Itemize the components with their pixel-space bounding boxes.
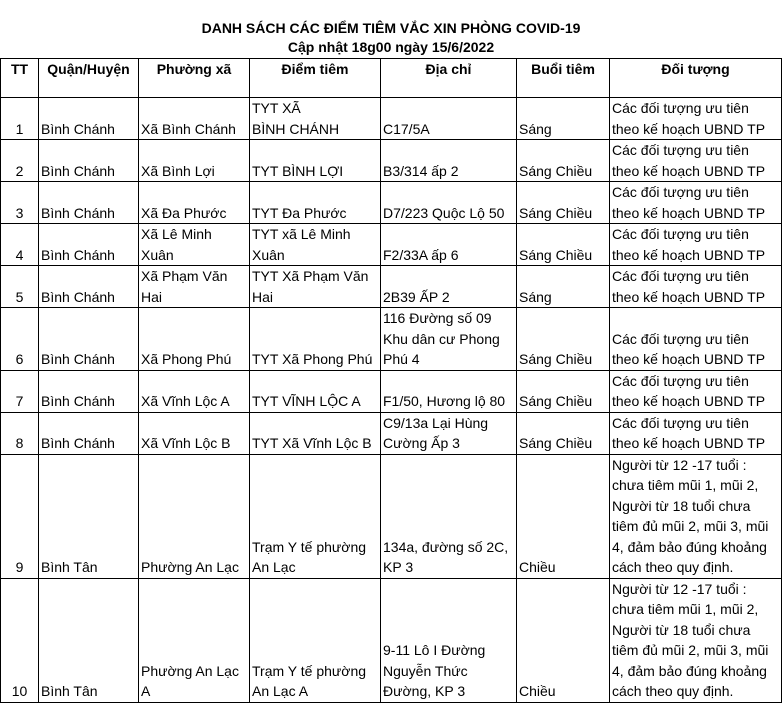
cell-session: Sáng [517,266,610,308]
table-row [1,454,782,578]
cell-site: TYT VĨNH LỘC A [250,370,381,412]
cell-tt: 4 [1,224,39,266]
cell-tt: 3 [1,182,39,224]
document-title: DANH SÁCH CÁC ĐIỂM TIÊM VẮC XIN PHÒNG COVID-19 [201,20,581,36]
cell-address: C9/13a Lại Hùng Cường Ấp 3 [381,412,517,454]
cell-site: TYT Đa Phước [250,182,381,224]
table-row [1,224,782,266]
col-header-site: Điểm tiêm [250,59,381,98]
cell-ward: Xã Vĩnh Lộc B [139,412,250,454]
cell-district: Bình Chánh [39,182,139,224]
cell-target: Người từ 12 -17 tuổi : chưa tiêm mũi 1, mũi 2, Người từ 18 tuổi chưa tiêm đủ mũi 2, mũi 3, mũi 4, đảm bảo đúng khoảng cách theo quy định. [610,454,782,578]
col-header-tt: TT [1,59,39,98]
cell-ward: Phường An Lạc A [139,578,250,702]
col-header-target: Đối tượng [610,59,782,98]
cell-target: Các đối tượng ưu tiên theo kế hoạch UBND TP [610,370,782,412]
cell-site: TYT XÃ BÌNH CHÁNH [250,98,381,140]
col-header-address: Địa chỉ [381,59,517,98]
cell-ward: Xã Vĩnh Lộc A [139,370,250,412]
cell-site: TYT Xã Vĩnh Lộc B [250,412,381,454]
cell-target: Các đối tượng ưu tiên theo kế hoạch UBND TP [610,412,782,454]
cell-target: Các đối tượng ưu tiên theo kế hoạch UBND TP [610,98,782,140]
cell-district: Bình Tân [39,454,139,578]
cell-district: Bình Chánh [39,370,139,412]
cell-target: Các đối tượng ưu tiên theo kế hoạch UBND TP [610,224,782,266]
table-row [1,578,782,702]
cell-address: C17/5A [381,98,517,140]
cell-ward: Xã Phong Phú [139,308,250,371]
cell-site: TYT Xã Phạm Văn Hai [250,266,381,308]
cell-address: B3/314 ấp 2 [381,140,517,182]
cell-ward: Xã Bình Lợi [139,140,250,182]
cell-site: TYT Xã Phong Phú [250,308,381,371]
cell-session: Sáng [517,98,610,140]
cell-session: Sáng Chiều [517,370,610,412]
cell-session: Chiều [517,454,610,578]
cell-ward: Xã Lê Minh Xuân [139,224,250,266]
cell-tt: 9 [1,454,39,578]
cell-district: Bình Chánh [39,140,139,182]
table-row [1,370,782,412]
cell-site: TYT BÌNH LỢI [250,140,381,182]
cell-district: Bình Chánh [39,224,139,266]
cell-address: F1/50, Hương lộ 80 [381,370,517,412]
table-row [1,412,782,454]
cell-tt: 1 [1,98,39,140]
cell-ward: Xã Đa Phước [139,182,250,224]
cell-tt: 6 [1,308,39,371]
cell-session: Sáng Chiều [517,182,610,224]
cell-district: Bình Chánh [39,98,139,140]
cell-site: TYT xã Lê Minh Xuân [250,224,381,266]
col-header-session: Buổi tiêm [517,59,610,98]
cell-address: 9-11 Lô I Đường Nguyễn Thức Đường, KP 3 [381,578,517,702]
table-row [1,308,782,371]
cell-target: Người từ 12 -17 tuổi : chưa tiêm mũi 1, mũi 2, Người từ 18 tuổi chưa tiêm đủ mũi 2, mũi 3, mũi 4, đảm bảo đúng khoảng cách theo quy định. [610,578,782,702]
cell-target: Các đối tượng ưu tiên theo kế hoạch UBND TP [610,140,782,182]
cell-tt: 7 [1,370,39,412]
cell-ward: Xã Phạm Văn Hai [139,266,250,308]
vaccination-sites-table [0,58,782,703]
cell-target: Các đối tượng ưu tiên theo kế hoạch UBND TP [610,266,782,308]
cell-district: Bình Tân [39,578,139,702]
table-header-row [1,59,782,98]
table-row [1,266,782,308]
cell-tt: 10 [1,578,39,702]
cell-session: Sáng Chiều [517,412,610,454]
cell-target: Các đối tượng ưu tiên theo kế hoạch UBND TP [610,308,782,371]
cell-district: Bình Chánh [39,412,139,454]
cell-address: 2B39 ẤP 2 [381,266,517,308]
cell-address: 116 Đường số 09 Khu dân cư Phong Phú 4 [381,308,517,371]
cell-address: D7/223 Quộc Lộ 50 [381,182,517,224]
cell-tt: 5 [1,266,39,308]
cell-session: Sáng Chiều [517,308,610,371]
table-body [1,98,782,703]
cell-session: Sáng Chiều [517,140,610,182]
cell-tt: 8 [1,412,39,454]
cell-address: F2/33A ấp 6 [381,224,517,266]
cell-district: Bình Chánh [39,308,139,371]
cell-target: Các đối tượng ưu tiên theo kế hoạch UBND TP [610,182,782,224]
cell-site: Trạm Y tế phường An Lạc [250,454,381,578]
col-header-district: Quận/Huyện [39,59,139,98]
document-subtitle: Cập nhật 18g00 ngày 15/6/2022 [287,39,495,55]
cell-address: 134a, đường số 2C, KP 3 [381,454,517,578]
cell-tt: 2 [1,140,39,182]
cell-site: Trạm Y tế phường An Lạc A [250,578,381,702]
table-row [1,98,782,140]
cell-ward: Xã Bình Chánh [139,98,250,140]
cell-session: Chiều [517,578,610,702]
table-row [1,182,782,224]
cell-ward: Phường An Lạc [139,454,250,578]
cell-session: Sáng Chiều [517,224,610,266]
cell-district: Bình Chánh [39,266,139,308]
table-row [1,140,782,182]
col-header-ward: Phường xã [139,59,250,98]
